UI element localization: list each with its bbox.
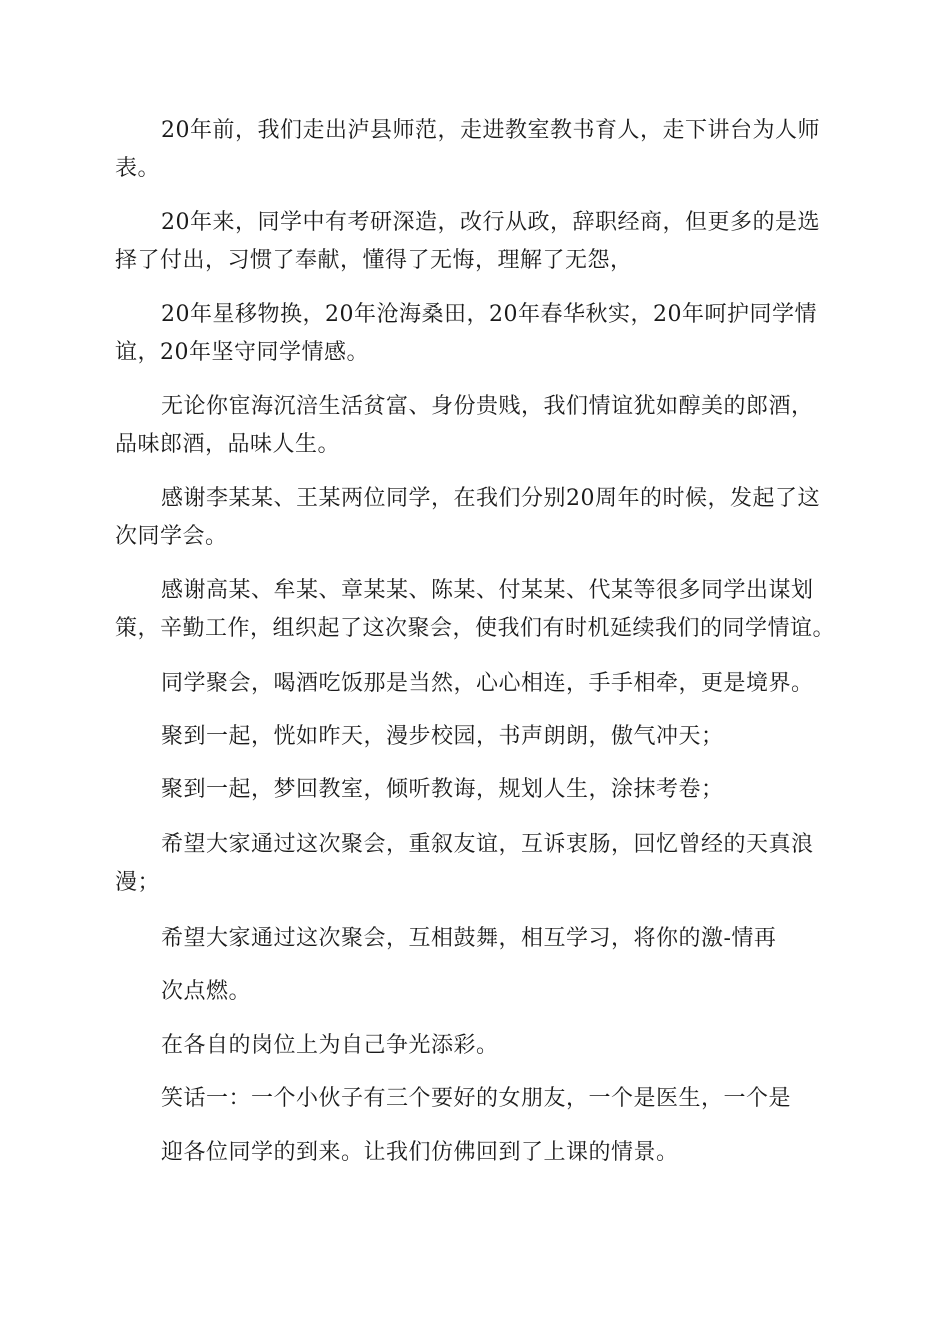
- paragraph-4: 无论你宦海沉涪生活贫富、身份贵贱，我们情谊犹如醇美的郎酒，品味郎酒，品味人生。: [115, 394, 814, 457]
- paragraph-10: 希望大家通过这次聚会，重叙友谊，互诉衷肠，回忆曾经的天真浪漫；: [115, 832, 814, 895]
- paragraph-6: 感谢高某、牟某、章某某、陈某、付某某、代某等很多同学出谋划策，辛勤工作，组织起了这次聚会，使我们有时机延续我们的同学情谊。: [115, 578, 836, 641]
- paragraph-3: 20年星移物换，20年沧海桑田，20年春华秋实，20年呵护同学情谊，20年坚守同学情感。: [115, 302, 817, 365]
- paragraph-2: 20年来，同学中有考研深造，改行从政，辞职经商，但更多的是选择了付出，习惯了奉献，懂得了无悔，理解了无怨，: [115, 210, 820, 273]
- paragraph-1: 20年前，我们走出泸县师范，走进教室教书育人，走下讲台为人师表。: [115, 118, 820, 181]
- paragraph-5: 感谢李某某、王某两位同学，在我们分别20周年的时候，发起了这次同学会。: [115, 486, 820, 549]
- paragraph-13: 笑话一：一个小伙子有三个要好的女朋友，一个是医生，一个是: [161, 1086, 792, 1111]
- paragraph-8: 聚到一起，恍如昨天，漫步校园，书声朗朗，傲气冲天；: [161, 724, 724, 749]
- paragraph-14: 迎各位同学的到来。让我们仿佛回到了上课的情景。: [161, 1140, 679, 1165]
- paragraph-7: 同学聚会，喝酒吃饭那是当然，心心相连，手手相牵，更是境界。: [161, 671, 814, 696]
- paragraph-12: 在各自的岗位上为自己争光添彩。: [161, 1033, 499, 1058]
- paragraph-11: 希望大家通过这次聚会，互相鼓舞，相互学习，将你的激-情再: [161, 926, 777, 951]
- paragraph-11-continued: 次点燃。: [161, 979, 252, 1004]
- paragraph-9: 聚到一起，梦回教室，倾听教诲，规划人生，涂抹考卷；: [161, 777, 724, 802]
